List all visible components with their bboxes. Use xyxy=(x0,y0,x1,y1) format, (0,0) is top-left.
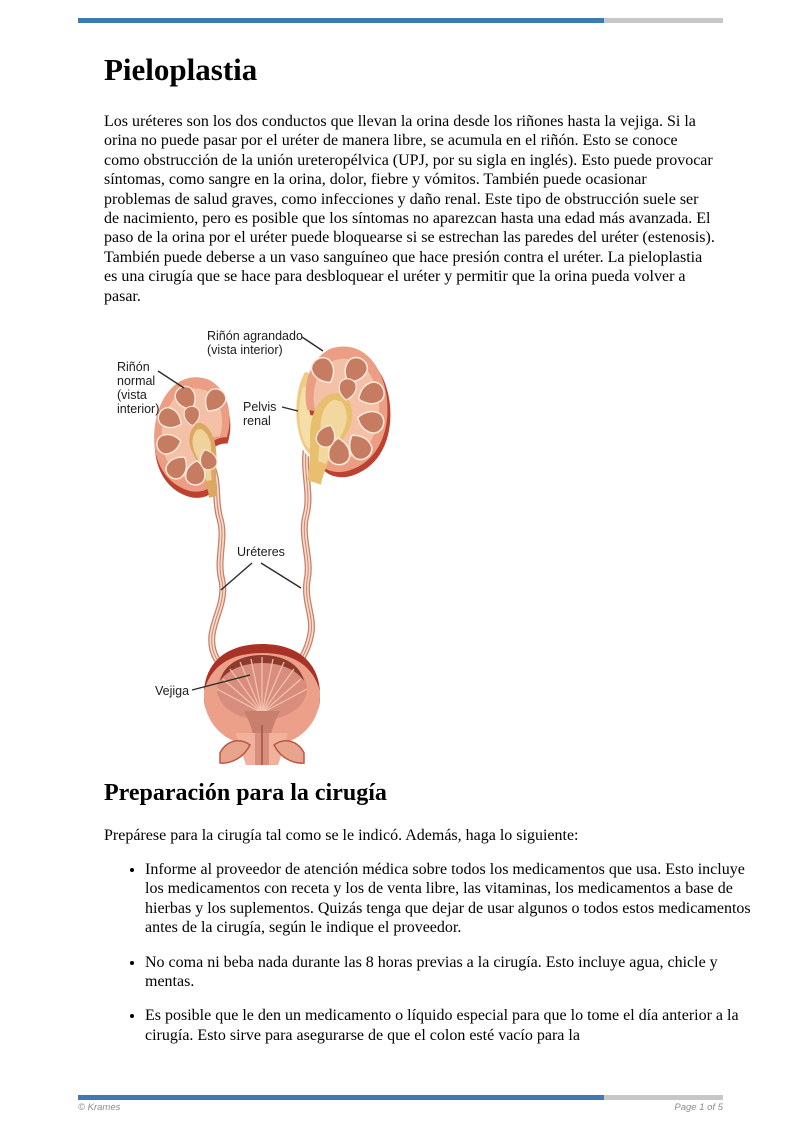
pointer-kidney-normal xyxy=(158,371,184,388)
pointer-kidney-enlarged xyxy=(302,337,323,351)
label-kidney-normal-line1: Riñón xyxy=(117,360,150,374)
pointer-ureter-right xyxy=(261,563,301,588)
footer-accent-bar-blue xyxy=(78,1095,604,1100)
bullet-item-fasting: • No coma ni beba nada durante las 8 horas previas a la cirugía. Esto incluye agua, chicle y mentas. xyxy=(145,953,757,992)
urinary-anatomy-figure xyxy=(104,313,454,768)
footer-page-number: Page 1 of 5 xyxy=(674,1102,723,1113)
section-heading-preparation: Preparación para la cirugía xyxy=(104,780,387,806)
bullet-item-medications: • Informe al proveedor de atención médica sobre todos los medicamentos que usa. Esto incluye los medicamentos con receta y los de venta libre, las vitaminas, los medicamentos a base de hierbas y los suplementos. Quizás tenga que dejar de usar algunos o todos estos medicamentos antes de la cirugía, según le indique el proveedor. xyxy=(145,860,757,938)
label-kidney-normal-line3: (vista xyxy=(117,388,147,402)
label-bladder: Vejiga xyxy=(155,684,190,698)
label-pelvis-line2: renal xyxy=(243,414,271,428)
intro-paragraph: Los uréteres son los dos conductos que llevan la orina desde los riñones hasta la vejiga. Si la orina no puede pasar por el uréter de manera libre, se acumula en el riñón. Esto se conoce como obstrucción de la unión ureteropélvica (UPJ, por su sigla en inglés). Esto puede provocar síntomas, como sangre en la orina, dolor, fiebre y vómitos. También puede ocasionar problemas de salud graves, como infecciones y daño renal. Este tipo de obstrucción suele ser de nacimiento, pero es posible que los síntomas no aparezcan hasta una edad más avanzada. El paso de la orina por el uréter puede bloquearse si se estrechan las paredes del uréter (estenosis). También puede deberse a un vaso sanguíneo que hace presión contra el uréter. La pieloplastia es una cirugía que se hace para desbloquear el uréter y permitir que la orina pueda volver a pasar. xyxy=(104,113,715,305)
urinary-anatomy-illustration xyxy=(104,313,454,768)
preparation-bullet-list xyxy=(104,860,757,1060)
bullet-item-special-liquid: • Es posible que le den un medicamento o líquido especial para que lo tome el día anterior a la cirugía. Esto sirve para asegurarse de que el colon esté vacío para la xyxy=(145,1006,757,1045)
label-kidney-enlarged-line2: (vista interior) xyxy=(207,343,283,357)
label-ureters: Uréteres xyxy=(237,545,285,559)
footer-copyright: © Krames xyxy=(78,1102,121,1113)
footer-accent-bar xyxy=(78,1095,723,1100)
label-kidney-normal-line2: normal xyxy=(117,374,156,388)
top-accent-bar-blue xyxy=(78,18,604,23)
label-kidney-enlarged-line1: Riñón agrandado xyxy=(207,329,303,343)
kidney-normal xyxy=(141,370,240,502)
top-accent-bar xyxy=(78,18,723,23)
preparation-lead: Prepárese para la cirugía tal como se le indicó. Además, haga lo siguiente: xyxy=(104,827,579,844)
page-title: Pieloplastia xyxy=(104,52,258,87)
label-pelvis-line1: Pelvis xyxy=(243,400,277,414)
pointer-ureter-left xyxy=(221,563,252,590)
label-kidney-normal-line4: interior) xyxy=(117,402,160,416)
bladder xyxy=(204,644,320,765)
footer xyxy=(78,1102,723,1113)
